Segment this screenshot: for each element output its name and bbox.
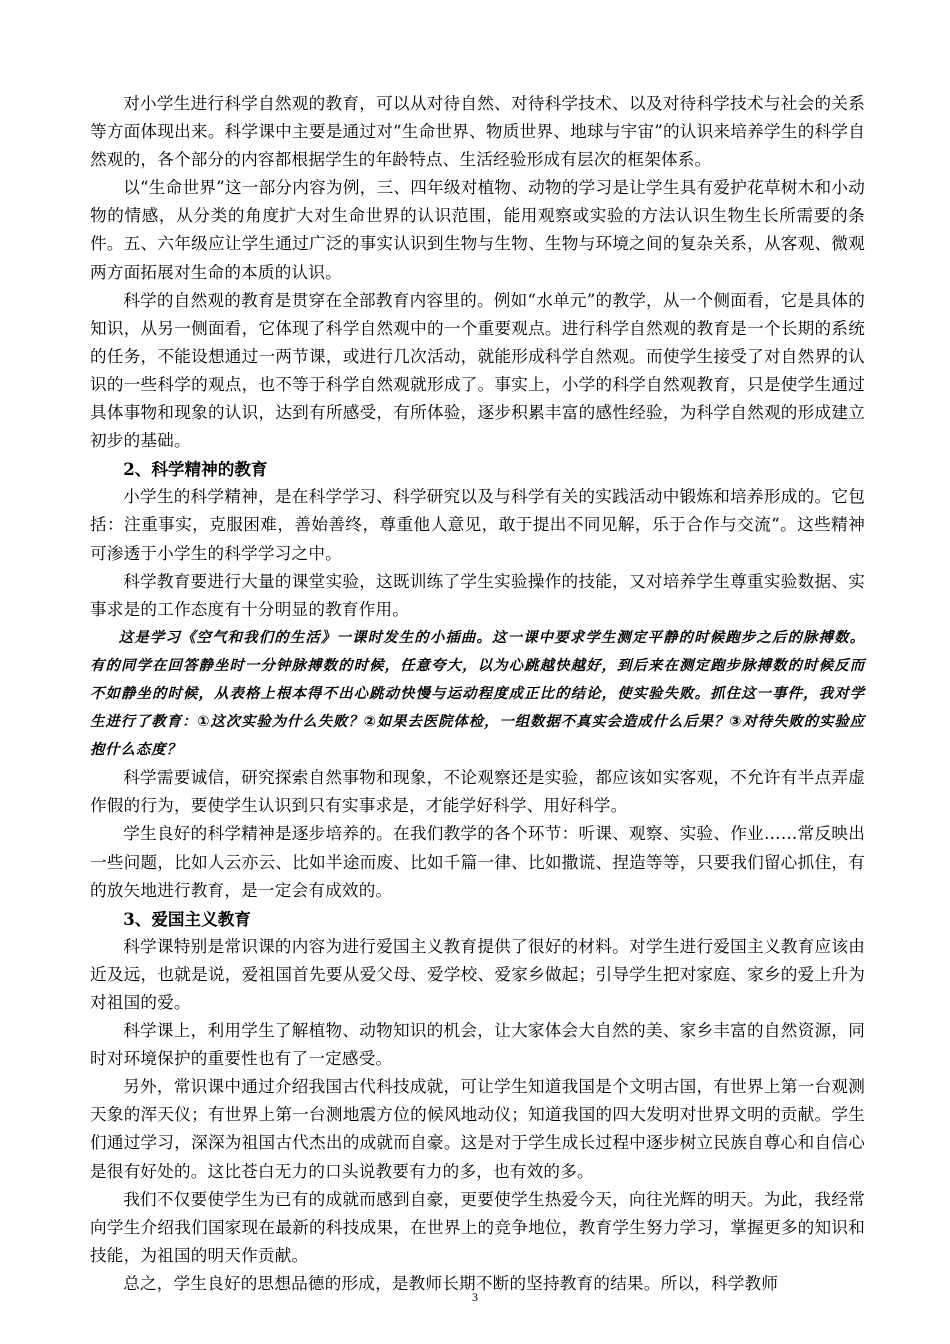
paragraph: 以“生命世界”这一部分内容为例，三、四年级对植物、动物的学习是让学生具有爱护花草树木和小动物的情感，从分类的角度扩大对生命世界的认识范围，能用观察或实验的方法认识生物生长所需要的条件。五、六年级应让学生通过广泛的事实认识到生物与生物、生物与环境之间的复杂关系，从客观、微观两方面拓展对生命的本质的认识。 xyxy=(90,178,865,282)
paragraph: 科学课上，利用学生了解植物、动物知识的机会，让大家体会大自然的美、家乡丰富的自然资源，同时对环境保护的重要性也有了一定感受。 xyxy=(90,1021,865,1069)
document-page xyxy=(90,90,865,1298)
paragraph: 总之，学生良好的思想品德的形成，是教师长期不断的坚持教育的结果。所以，科学教师 xyxy=(123,1273,779,1293)
page-number: 3 xyxy=(472,1290,478,1304)
section-heading: 2、科学精神的教育 xyxy=(123,459,268,480)
paragraph: 对小学生进行科学自然观的教育，可以从对待自然、对待科学技术、以及对待科学技术与社会的关系等方面体现出来。科学课中主要是通过对“生命世界、物质世界、地球与宇宙”的认识来培养学生的科学自然观的，各个部分的内容都根据学生的年龄特点、生活经验形成有层次的框架体系。 xyxy=(90,94,865,170)
paragraph: 小学生的科学精神，是在科学学习、科学研究以及与科学有关的实践活动中锻炼和培养形成的。它包括：注重事实，克服困难，善始善终，尊重他人意见，敢于提出不同见解，乐于合作与交流“。这些精神可渗透于小学生的科学学习之中。 xyxy=(90,487,865,563)
paragraph: 科学需要诚信，研究探索自然事物和现象，不论观察还是实验，都应该如实客观，不允许有半点弄虚作假的行为，要使学生认识到只有实事求是，才能学好科学、用好科学。 xyxy=(90,768,865,816)
paragraph: 科学教育要进行大量的课堂实验，这既训练了学生实验操作的技能，又对培养学生尊重实验数据、实事求是的工作态度有十分明显的教育作用。 xyxy=(90,571,865,619)
section-heading: 3、爱国主义教育 xyxy=(123,908,251,929)
paragraph: 学生良好的科学精神是逐步培养的。在我们教学的各个环节：听课、观察、实验、作业……常反映出一些问题，比如人云亦云、比如半途而废、比如千篇一律、比如撒谎、捏造等等，只要我们留心抓住，有的放矢地进行教育，是一定会有成效的。 xyxy=(90,824,865,900)
paragraph: 另外，常识课中通过介绍我国古代科技成就，可让学生知道我国是个文明古国，有世界上第一台观测天象的浑天仪；有世界上第一台测地震方位的候风地动仪；知道我国的四大发明对世界文明的贡献。学生们通过学习，深深为祖国古代杰出的成就而自豪。这是对于学生成长过程中逐步树立民族自尊心和自信心是很有好处的。这比苍白无力的口头说教要有力的多，也有效的多。 xyxy=(90,1077,865,1181)
anecdote-paragraph: 这是学习《空气和我们的生活》一课时发生的小插曲。这一课中要求学生测定平静的时候跑步之后的脉搏数。有的同学在回答静坐时一分钟脉搏数的时候，任意夸大，以为心跳越快越好，到后来在测定跑步脉搏数的时候反而不如静坐的时候，从表格上根本得不出心跳动快慢与运动程度成正比的结论，使实验失败。抓住这一事件，我对学生进行了教育：①这次实验为什么失败？②如果去医院体检，一组数据不真实会造成什么后果？③对待失败的实验应抱什么态度？ xyxy=(90,629,865,759)
paragraph: 科学的自然观的教育是贯穿在全部教育内容里的。例如“水单元”的教学，从一个侧面看，它是具体的知识，从另一侧面看，它体现了科学自然观中的一个重要观点。进行科学自然观的教育是一个长期的系统的任务，不能设想通过一两节课，或进行几次活动，就能形成科学自然观。而使学生接受了对自然界的认识的一些科学的观点，也不等于科学自然观就形成了。事实上，小学的科学自然观教育，只是使学生通过具体事物和现象的认识，达到有所感受，有所体验，逐步积累丰富的感性经验，为科学自然观的形成建立初步的基础。 xyxy=(90,290,865,451)
paragraph: 科学课特别是常识课的内容为进行爱国主义教育提供了很好的材料。对学生进行爱国主义教育应该由近及远，也就是说，爱祖国首先要从爱父母、爱学校、爱家乡做起；引导学生把对家庭、家乡的爱上升为对祖国的爱。 xyxy=(90,936,865,1012)
paragraph: 我们不仅要使学生为已有的成就而感到自豪，更要使学生热爱今天，向往光辉的明天。为此，我经常向学生介绍我们国家现在最新的科技成果，在世界上的竞争地位，教育学生努力学习，掌握更多的知识和技能，为祖国的明天作贡献。 xyxy=(90,1189,865,1265)
